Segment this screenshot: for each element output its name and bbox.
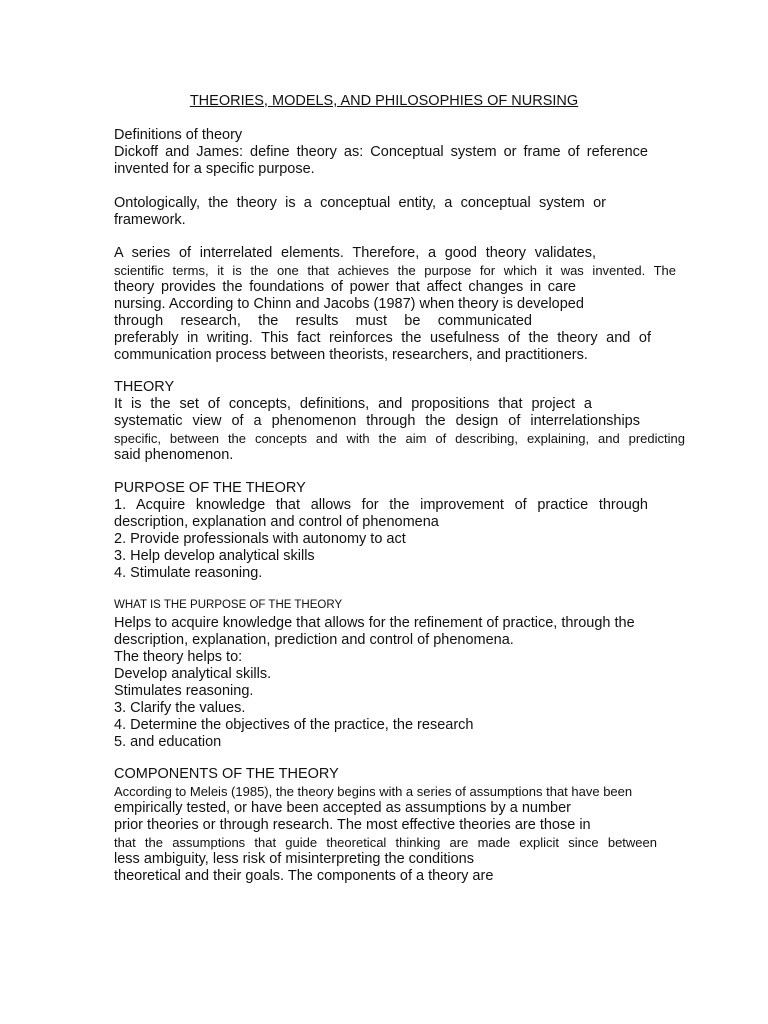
text-line: theoretical and their goals. The components of a theory are xyxy=(114,868,494,884)
text-line: less ambiguity, less risk of misinterpreting the conditions xyxy=(114,851,474,867)
text-line: said phenomenon. xyxy=(114,447,234,463)
text-line: 5. and education xyxy=(114,734,222,750)
text-line: description, explanation, prediction and control of phenomena. xyxy=(114,632,514,648)
text-line: communication process between theorists, researchers, and practitioners. xyxy=(114,347,588,363)
text-line: nursing. According to Chinn and Jacobs (1987) when theory is developed xyxy=(114,296,584,312)
text-line: empirically tested, or have been accepted as assumptions by a number xyxy=(114,800,571,816)
text-line: Ontologically, the theory is a conceptual entity, a conceptual system or xyxy=(114,195,606,211)
text-line: specific, between the concepts and with the aim of describing, explaining, and predicting xyxy=(114,431,685,446)
text-line: through research, the results must be communicated xyxy=(114,313,532,329)
text-line: The theory helps to: xyxy=(114,649,243,665)
text-line: Dickoff and James: define theory as: Conceptual system or frame of reference xyxy=(114,144,648,160)
text-line: invented for a specific purpose. xyxy=(114,161,315,177)
document-title: THEORIES, MODELS, AND PHILOSOPHIES OF NURSING xyxy=(189,93,579,109)
text-line: It is the set of concepts, definitions, and propositions that project a xyxy=(114,396,592,412)
text-line: 4. Determine the objectives of the practice, the research xyxy=(114,717,474,733)
text-line: According to Meleis (1985), the theory begins with a series of assumptions that have been xyxy=(114,784,633,799)
section-heading: THEORY xyxy=(114,379,175,395)
text-line: Definitions of theory xyxy=(114,127,243,143)
section-heading: WHAT IS THE PURPOSE OF THE THEORY xyxy=(114,599,343,611)
text-line: 3. Help develop analytical skills xyxy=(114,548,315,564)
text-line: Helps to acquire knowledge that allows for the refinement of practice, through the xyxy=(114,615,635,631)
text-line: that the assumptions that guide theoretical thinking are made explicit since between xyxy=(114,835,657,850)
text-line: Develop analytical skills. xyxy=(114,666,272,682)
text-line: systematic view of a phenomenon through the design of interrelationships xyxy=(114,413,640,429)
text-line: 4. Stimulate reasoning. xyxy=(114,565,263,581)
text-line: preferably in writing. This fact reinforces the usefulness of the theory and of xyxy=(114,330,651,346)
text-line: prior theories or through research. The most effective theories are those in xyxy=(114,817,591,833)
text-line: theory provides the foundations of power that affect changes in care xyxy=(114,279,576,295)
text-line: 1. Acquire knowledge that allows for the improvement of practice through xyxy=(114,497,648,513)
section-heading: COMPONENTS OF THE THEORY xyxy=(114,766,339,782)
text-line: framework. xyxy=(114,212,186,228)
text-line: 3. Clarify the values. xyxy=(114,700,246,716)
text-line: Stimulates reasoning. xyxy=(114,683,254,699)
text-line: scientific terms, it is the one that achieves the purpose for which it was invented. The xyxy=(114,263,676,278)
text-line: A series of interrelated elements. Therefore, a good theory validates, xyxy=(114,245,596,261)
section-heading: PURPOSE OF THE THEORY xyxy=(114,480,306,496)
text-line: description, explanation and control of phenomena xyxy=(114,514,439,530)
text-line: 2. Provide professionals with autonomy to act xyxy=(114,531,406,547)
